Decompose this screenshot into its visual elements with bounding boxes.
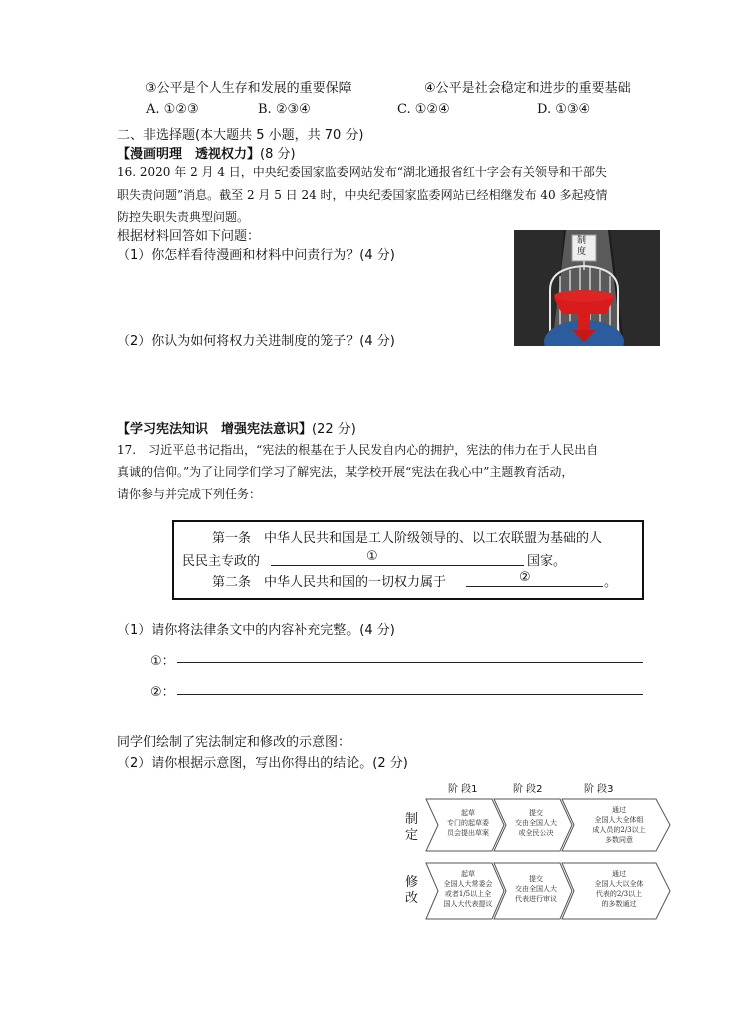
diagram-intro: 同学们绘制了宪法制定和修改的示意图： bbox=[117, 735, 352, 750]
stage-1-label: 阶 段1 bbox=[448, 784, 478, 795]
blank-2-line bbox=[466, 586, 603, 587]
amendment-step-1-text2: 或者1/5以上全 bbox=[444, 890, 492, 898]
cartoon-tag bbox=[577, 236, 586, 258]
article-2-end: 。 bbox=[604, 575, 618, 590]
q17-line3: 请你参与并完成下列任务： bbox=[117, 487, 262, 501]
row-label-formulation-1: 制 bbox=[405, 812, 419, 827]
cartoon-tag-char2: 度 bbox=[577, 247, 587, 257]
q17-sub2: （2）请你根据示意图，写出你得出的结论。(2 分) bbox=[117, 756, 408, 771]
article-1-line1: 第一条 中华人民共和国是工人阶级领导的、以工农联盟为基础的人 bbox=[212, 531, 603, 546]
q17-line1: 17. 习近平总书记指出，“宪法的根基在于人民发自内心的拥护，宪法的伟力在于人民出自 bbox=[117, 443, 599, 457]
formulation-step-1 bbox=[436, 808, 500, 838]
q16-sub2: （2）你认为如何将权力关进制度的笼子？(4 分) bbox=[117, 334, 395, 349]
formulation-step-3-text3: 多数同意 bbox=[605, 836, 633, 844]
answer-2-label: ②： bbox=[150, 685, 175, 700]
q16-line2: 职失责问题”消息。截至 2 月 5 日 24 时，中央纪委国家监委网站已经相继发布 40 多起疫情 bbox=[117, 188, 608, 202]
formulation-step-1-text1: 专门的起草委 bbox=[447, 819, 489, 827]
answer-2-line[interactable] bbox=[177, 694, 643, 695]
article-2-line: 第二条 中华人民共和国的一切权力属于 bbox=[212, 575, 447, 590]
row-label-amendment-1: 修 bbox=[405, 875, 419, 890]
formulation-step-3-title: 通过 bbox=[612, 806, 626, 814]
answer-1-label: ①： bbox=[150, 654, 175, 669]
amendment-step-3-text2: 代表的2/3以上 bbox=[595, 890, 643, 898]
q16-line1: 16. 2020 年 2 月 4 日，中央纪委国家监委网站发布“湖北通报省红十字会有关领导和干部失 bbox=[117, 165, 607, 179]
formulation-step-2-title: 提交 bbox=[529, 809, 543, 817]
q16-sub1: （1）你怎样看待漫画和材料中问责行为？(4 分) bbox=[117, 248, 395, 263]
blank-1-marker: ① bbox=[366, 549, 378, 564]
row-label-formulation-2: 定 bbox=[405, 828, 419, 843]
q17-score: (22 分) bbox=[312, 422, 356, 437]
amendment-step-3-text1: 全国人大以全体 bbox=[594, 880, 644, 888]
blank-2-marker: ② bbox=[519, 570, 531, 585]
cartoon-image bbox=[514, 230, 660, 346]
article-1-line2b: 国家。 bbox=[527, 554, 567, 569]
article-1-line2a: 民民主专政的 bbox=[182, 554, 261, 569]
blank-1-line bbox=[271, 565, 524, 566]
formulation-step-3-text1: 全国人大全体组 bbox=[594, 816, 644, 824]
answer-b: B. ②③④ bbox=[258, 102, 311, 117]
answer-a: A. ①②③ bbox=[146, 102, 199, 117]
amendment-step-2-text2: 代表进行审议 bbox=[515, 895, 557, 903]
amendment-step-2-text1: 交由全国人大 bbox=[515, 885, 557, 893]
amendment-step-3 bbox=[576, 869, 662, 909]
formulation-step-2 bbox=[504, 808, 568, 838]
row-label-amendment bbox=[405, 875, 418, 907]
q16-prompt: 根据材料回答如下问题： bbox=[117, 229, 261, 244]
formulation-step-3-text2: 成人员的2/3以上 bbox=[592, 826, 646, 834]
formulation-step-2-text2: 或全民公决 bbox=[518, 829, 554, 837]
amendment-step-3-text3: 的多数通过 bbox=[601, 900, 637, 908]
row-label-formulation bbox=[405, 812, 418, 844]
q17-heading bbox=[117, 418, 356, 437]
stage-3-label: 阶 段3 bbox=[584, 784, 614, 795]
amendment-step-1 bbox=[436, 869, 500, 909]
amendment-step-1-title: 起草 bbox=[461, 870, 475, 878]
formulation-step-1-title: 起草 bbox=[461, 809, 475, 817]
option-4: ④公平是社会稳定和进步的重要基础 bbox=[424, 81, 631, 96]
section-title: 二、非选择题(本大题共 5 小题，共 70 分) bbox=[117, 128, 364, 143]
amendment-step-1-text1: 全国人大常委会 bbox=[443, 880, 493, 888]
q16-line3: 防控失职失责典型问题。 bbox=[117, 210, 250, 224]
q17-heading-text: 【学习宪法知识 增强宪法意识】 bbox=[117, 422, 313, 437]
answer-c: C. ①②④ bbox=[397, 102, 450, 117]
answer-1-line[interactable] bbox=[177, 662, 643, 663]
amendment-step-2 bbox=[504, 874, 568, 904]
formulation-step-2-text1: 交由全国人大 bbox=[515, 819, 557, 827]
amendment-step-1-text3: 国人大代表提议 bbox=[443, 900, 493, 908]
amendment-step-2-title: 提交 bbox=[529, 875, 543, 883]
option-3: ③公平是个人生存和发展的重要保障 bbox=[145, 81, 352, 96]
q17-sub1: （1）请你将法律条文中的内容补充完整。(4 分) bbox=[117, 623, 395, 638]
q16-score: (8 分) bbox=[260, 147, 296, 162]
q17-line2: 真诚的信仰。”为了让同学们学习了解宪法，某学校开展“宪法在我心中”主题教育活动， bbox=[117, 465, 574, 479]
formulation-step-3 bbox=[576, 805, 662, 845]
q16-heading-text: 【漫画明理 透视权力】 bbox=[117, 147, 261, 162]
answer-d: D. ①③④ bbox=[537, 102, 591, 117]
formulation-step-1-text2: 员会提出草案 bbox=[447, 829, 489, 837]
amendment-step-3-title: 通过 bbox=[612, 870, 626, 878]
stage-2-label: 阶 段2 bbox=[513, 784, 543, 795]
q16-heading bbox=[117, 143, 296, 162]
row-label-amendment-2: 改 bbox=[405, 891, 419, 906]
cartoon-tag-char1: 制 bbox=[577, 236, 587, 246]
